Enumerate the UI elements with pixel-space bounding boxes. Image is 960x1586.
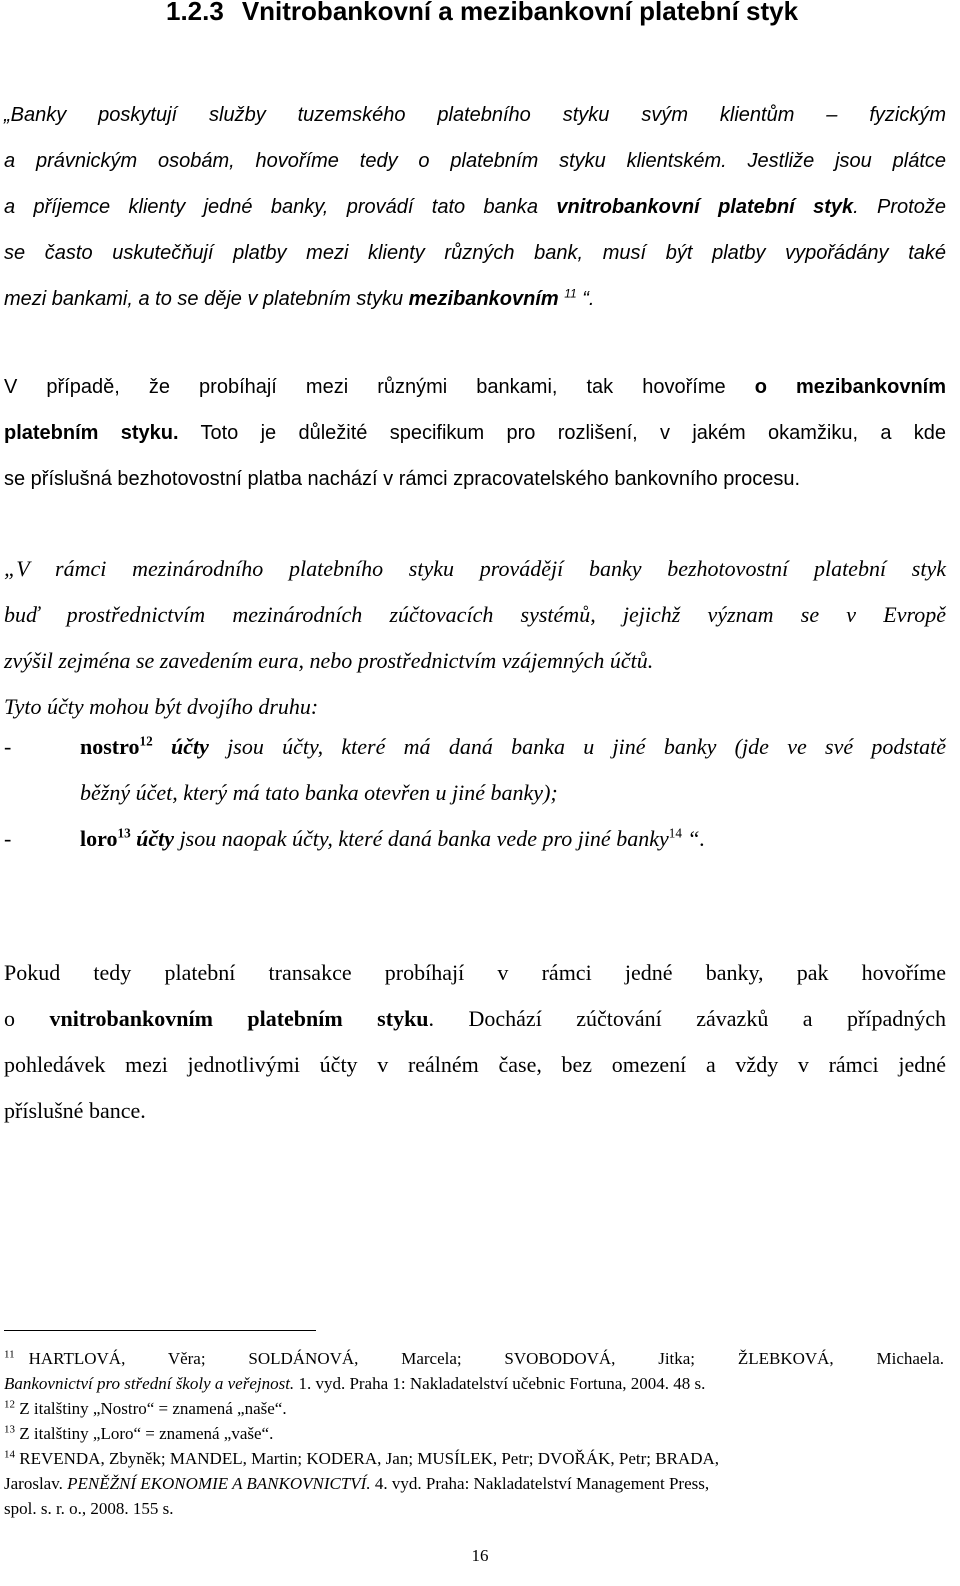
p1-text: . Protože (853, 196, 946, 218)
term-ucty: účty (130, 826, 175, 851)
section-heading (166, 0, 798, 27)
p2-text: Toto je důležité specifikum pro rozlišení, v jakém okamžiku, a kde (178, 422, 946, 444)
term-loro: loro (80, 826, 118, 851)
list-text: jsou naopak účty, které daná banka vede pro jiné banky (174, 826, 669, 851)
footnote-14-publisher: 4. vyd. Praha: Nakladatelství Management Press, (370, 1474, 710, 1493)
p4-text: . Dochází zúčtování závazků a případných (428, 1006, 946, 1031)
term-ucty: účty (152, 734, 209, 759)
footnote-14-line-3: spol. s. r. o., 2008. 155 s. (4, 1499, 174, 1518)
footnote-11 (4, 1346, 944, 1396)
p2-text: V případě, že probíhají mezi různými bankami, tak hovoříme (4, 376, 755, 398)
quote-paragraph-1 (4, 92, 946, 322)
footnote-11-book-title: Bankovnictví pro střední školy a veřejnost. (4, 1374, 295, 1393)
p1-line-2: a právnickým osobám, hovoříme tedy o platebním styku klientském. Jestliže jsou plátce (4, 150, 946, 172)
account-types-list (4, 724, 946, 862)
p3-line-4: Tyto účty mohou být dvojího druhu: (4, 694, 319, 719)
footnote-11-line-2 (4, 1371, 944, 1396)
footnote-ref-11: 11 (564, 286, 577, 301)
term-o-mezibankovnim: o mezibankovním (754, 376, 947, 398)
p4-line-1: Pokud tedy platební transakce probíhají v rámci jedné banky, pak hovoříme (4, 960, 946, 985)
footnote-14 (4, 1446, 944, 1521)
footnote-12 (4, 1396, 944, 1421)
p3-line-3: zvýšil zejména se zavedením eura, nebo prostřednictvím vzájemných účtů. (4, 648, 654, 673)
footnote-11-line-1 (4, 1346, 944, 1371)
p1-line-3 (4, 184, 946, 230)
list-item-text: běžný účet, který má tato banka otevřen u jiné banky); (80, 780, 558, 805)
footnote-number: 14 (4, 1448, 15, 1461)
footnote-14-author-end: Jaroslav. (4, 1474, 68, 1493)
p3-line-1: „V rámci mezinárodního platebního styku provádějí banky bezhotovostní platební styk (4, 556, 946, 581)
list-item-nostro (4, 724, 946, 770)
list-dash: - (4, 826, 12, 851)
footnote-number: 11 (4, 1348, 15, 1361)
term-vnitrobankovnim-platebnim-styku: vnitrobankovním platebním styku (49, 1006, 429, 1031)
footnote-14-authors: REVENDA, Zbyněk; MANDEL, Martin; KODERA, Jan; MUSÍLEK, Petr; DVOŘÁK, Petr; BRADA, (15, 1449, 720, 1468)
p1-line-5 (4, 276, 946, 322)
p4-text: o (4, 1006, 50, 1031)
footnote-separator (4, 1330, 316, 1331)
list-text: “. (681, 826, 706, 851)
term-platebnim-styku: platebním styku. (4, 422, 179, 444)
list-dash: - (4, 734, 12, 759)
p2-line-3: se příslušná bezhotovostní platba nachází v rámci zpracovatelského bankovního procesu. (4, 468, 801, 490)
footnote-13 (4, 1421, 944, 1446)
p1-text: “. (576, 288, 595, 310)
footnote-number: 13 (4, 1423, 15, 1436)
footnote-number: 12 (4, 1398, 15, 1411)
p4-line-3: pohledávek mezi jednotlivými účty v reálném čase, bez omezení a vždy v rámci jedné (4, 1052, 946, 1077)
p1-text: a příjemce klienty jedné banky, provádí tato banka (4, 196, 557, 218)
footnote-ref-12: 12 (139, 733, 153, 749)
paragraph-2 (4, 364, 946, 502)
footnote-13-text: Z italštiny „Loro“ = znamená „vaše“. (15, 1424, 274, 1443)
footnote-11-number (4, 1346, 15, 1371)
page-number: 16 (471, 1546, 489, 1565)
section-number: 1.2.3 (166, 0, 224, 26)
p4-line-4: příslušné bance. (4, 1098, 146, 1123)
p1-line-4: se často uskutečňují platby mezi klienty různých bank, musí být platby vypořádány také (4, 242, 946, 264)
p4-line-2 (4, 996, 946, 1042)
footnote-14-line-1 (4, 1446, 944, 1471)
term-mezibankovnim: mezibankovním (408, 288, 559, 310)
quote-paragraph-3 (4, 546, 946, 730)
footnote-ref-13: 13 (117, 825, 131, 841)
p1-line-1: „Banky poskytují služby tuzemského platebního styku svým klientům – fyzickým (4, 104, 946, 126)
list-item-text (80, 816, 946, 862)
term-vnitrobankovni: vnitrobankovní platební styk (556, 196, 854, 218)
section-title: Vnitrobankovní a mezibankovní platební styk (241, 0, 799, 26)
footnote-11-publisher: 1. vyd. Praha 1: Nakladatelství učebnic Fortuna, 2004. 48 s. (294, 1374, 706, 1393)
footnote-12-text: Z italštiny „Nostro“ = znamená „naše“. (15, 1399, 287, 1418)
footnote-ref-14: 14 (668, 825, 682, 841)
list-text: jsou účty, které má daná banka u jiné banky (jde ve své podstatě (208, 734, 946, 759)
p2-line-1 (4, 364, 946, 410)
p2-line-2 (4, 410, 946, 456)
paragraph-4 (4, 950, 946, 1134)
list-item-nostro-cont (4, 770, 946, 816)
footnote-14-line-2 (4, 1471, 944, 1496)
list-item-loro (4, 816, 946, 862)
list-item-text (80, 724, 946, 770)
footnote-14-book-title: PENĚŽNÍ EKONOMIE A BANKOVNICTVÍ. (67, 1474, 371, 1493)
p1-text: mezi bankami, a to se děje v platebním styku (4, 288, 409, 310)
p3-line-2: buď prostřednictvím mezinárodních zúčtovacích systémů, jejichž význam se v Evropě (4, 602, 946, 627)
footnote-11-authors: HARTLOVÁ, Věra; SOLDÁNOVÁ, Marcela; SVOBODOVÁ, Jitka; ŽLEBKOVÁ, Michaela. (28, 1349, 944, 1368)
term-nostro: nostro (80, 734, 140, 759)
